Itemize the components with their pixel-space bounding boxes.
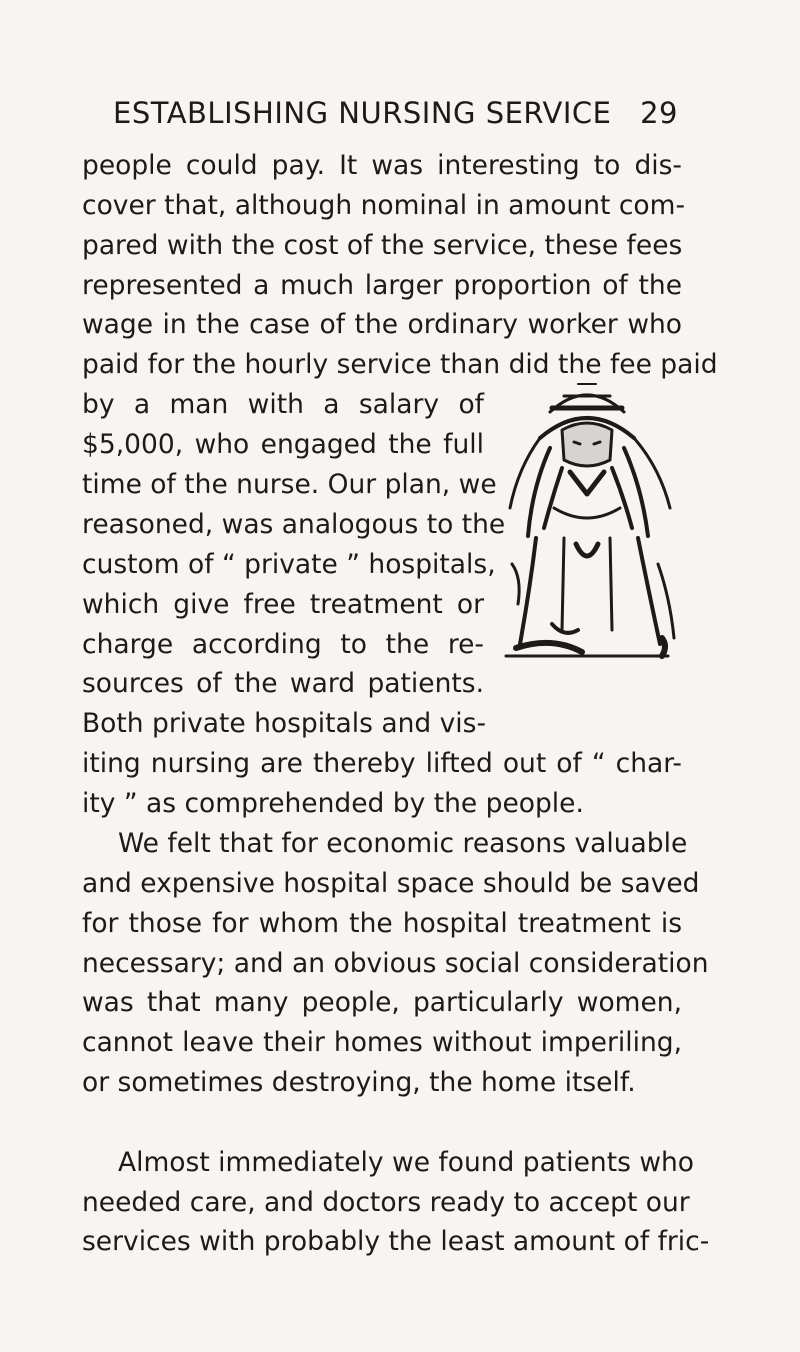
text-line: time of the nurse. Our plan, we xyxy=(82,469,497,500)
text-line: sources of the ward patients. xyxy=(82,668,484,699)
page-number: 29 xyxy=(640,96,678,130)
text-line: represented a much larger proportion of the xyxy=(82,270,682,301)
text-line: for those for whom the hospital treatment is xyxy=(82,908,682,939)
text-line: and expensive hospital space should be saved xyxy=(82,868,700,899)
text-line: paid for the hourly service than did the fee paid xyxy=(82,349,718,380)
running-header xyxy=(113,96,678,140)
text-line: services with probably the least amount of fric- xyxy=(82,1226,710,1257)
text-line: by a man with a salary of xyxy=(82,389,484,420)
text-line: iting nursing are thereby lifted out of “ char- xyxy=(82,748,682,779)
text-line: ity ” as comprehended by the people. xyxy=(82,788,584,819)
ornament-figure-icon xyxy=(492,368,682,668)
text-line: necessary; and an obvious social consideration xyxy=(82,948,709,979)
text-line: wage in the case of the ordinary worker who xyxy=(82,309,682,340)
text-line: Almost immediately we found patients who xyxy=(118,1147,695,1178)
text-line: cannot leave their homes without imperiling, xyxy=(82,1027,682,1058)
text-line: We felt that for economic reasons valuable xyxy=(118,828,688,859)
text-line: charge according to the re- xyxy=(82,629,484,660)
text-line: custom of “ private ” hospitals, xyxy=(82,549,496,580)
text-line: Both private hospitals and vis- xyxy=(82,708,487,739)
running-title: ESTABLISHING NURSING SERVICE xyxy=(113,96,612,130)
text-line: cover that, although nominal in amount com- xyxy=(82,190,686,221)
text-line: needed care, and doctors ready to accept our xyxy=(82,1187,690,1218)
text-line: people could pay. It was interesting to dis- xyxy=(82,150,682,181)
text-line: pared with the cost of the service, these fees xyxy=(82,230,683,261)
text-line: $5,000, who engaged the full xyxy=(82,429,484,460)
text-line: was that many people, particularly women, xyxy=(82,987,682,1018)
text-line: or sometimes destroying, the home itself. xyxy=(82,1067,636,1098)
text-line: reasoned, was analogous to the xyxy=(82,509,506,540)
text-line: which give free treatment or xyxy=(82,589,484,620)
